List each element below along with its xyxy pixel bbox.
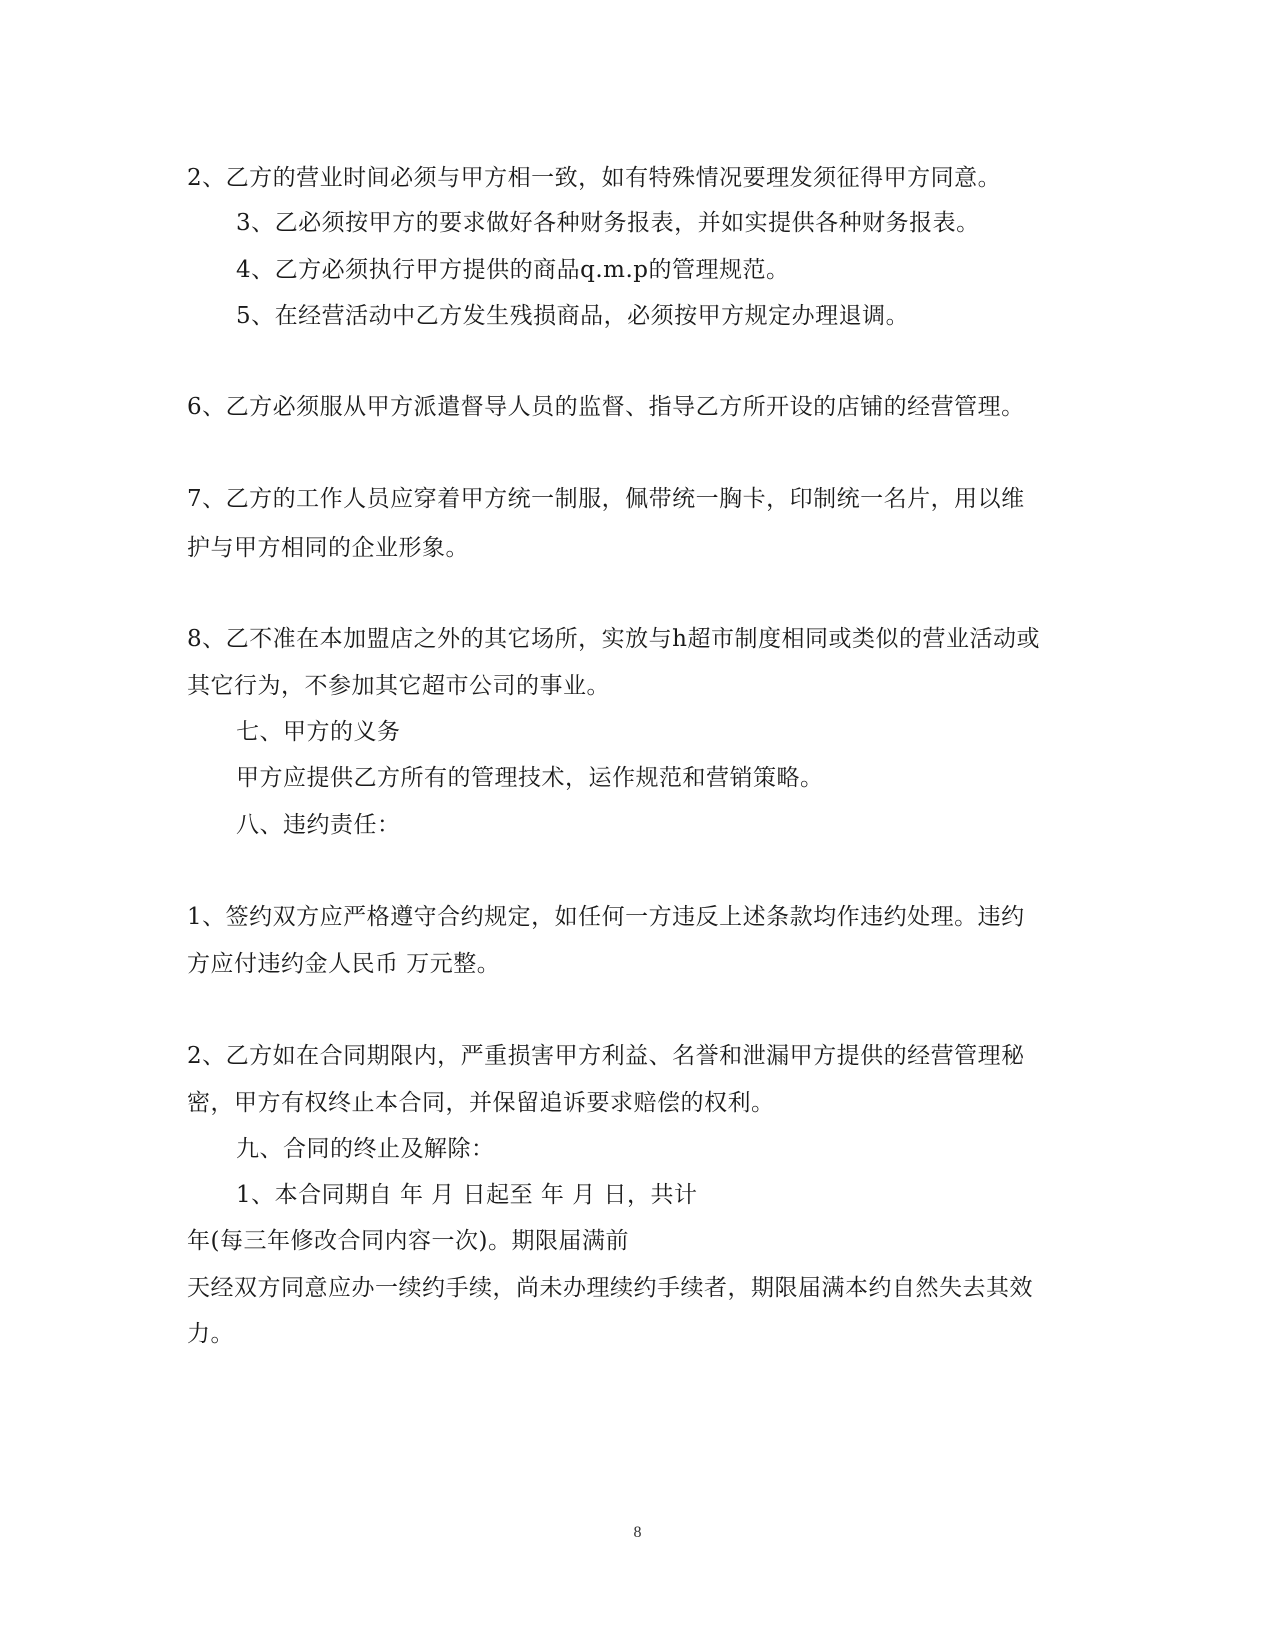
text-line: 5、在经营活动中乙方发生残损商品，必须按甲方规定办理退调。 xyxy=(236,303,910,329)
text-line: 年(每三年修改合同内容一次)。期限届满前 xyxy=(187,1228,629,1254)
page-number: 8 xyxy=(633,1524,642,1541)
text-line: 6、乙方必须服从甲方派遣督导人员的监督、指导乙方所开设的店铺的经营管理。 xyxy=(187,394,1025,420)
section-heading: 七、甲方的义务 xyxy=(236,719,401,745)
text-line: 天经双方同意应办一续约手续，尚未办理续约手续者，期限届满本约自然失去其效 xyxy=(187,1275,1033,1301)
text-line: 1、签约双方应严格遵守合约规定，如任何一方违反上述条款均作违约处理。违约 xyxy=(187,904,1025,930)
text-line: 护与甲方相同的企业形象。 xyxy=(187,535,469,561)
text-line: 其它行为，不参加其它超市公司的事业。 xyxy=(187,673,610,699)
text-line: 方应付违约金人民币 万元整。 xyxy=(187,951,501,977)
text-line: 2、乙方的营业时间必须与甲方相一致，如有特殊情况要理发须征得甲方同意。 xyxy=(187,165,1002,191)
text-line: 7、乙方的工作人员应穿着甲方统一制服，佩带统一胸卡，印制统一名片，用以维 xyxy=(187,486,1025,512)
text-line: 2、乙方如在合同期限内，严重损害甲方利益、名誉和泄漏甲方提供的经营管理秘 xyxy=(187,1043,1025,1069)
text-line: 甲方应提供乙方所有的管理技术，运作规范和营销策略。 xyxy=(236,765,824,791)
text-line: 8、乙不准在本加盟店之外的其它场所，实放与h超市制度相同或类似的营业活动或 xyxy=(187,626,1040,652)
section-heading: 九、合同的终止及解除： xyxy=(236,1136,495,1162)
text-line: 密，甲方有权终止本合同，并保留追诉要求赔偿的权利。 xyxy=(187,1090,775,1116)
section-heading: 八、违约责任： xyxy=(236,812,401,838)
text-line: 力。 xyxy=(187,1321,234,1347)
text-line: 3、乙必须按甲方的要求做好各种财务报表，并如实提供各种财务报表。 xyxy=(236,210,980,236)
text-line: 1、本合同期自 年 月 日起至 年 月 日，共计 xyxy=(236,1182,698,1208)
text-line: 4、乙方必须执行甲方提供的商品q.m.p的管理规范。 xyxy=(236,257,790,283)
